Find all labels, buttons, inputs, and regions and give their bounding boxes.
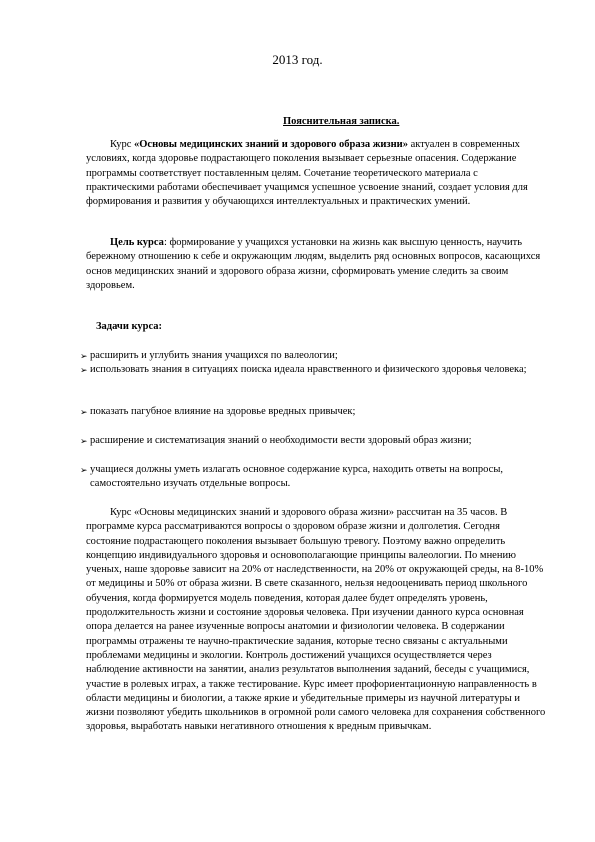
arrow-bullet-icon: ➢ bbox=[80, 365, 88, 375]
arrow-bullet-icon: ➢ bbox=[80, 465, 88, 475]
task-text: расширение и систематизация знаний о необходимости вести здоровый образ жизни; bbox=[90, 435, 472, 446]
task-list-item bbox=[80, 405, 550, 419]
intro-text: актуален в современных условиях, когда здоровье подрастающего поколения вызывает серьезные опасения. Содержание программы соответствует поставленным целям. Сочетание теоретического материала с практическими работами обеспечивает учащимся успешное усвоение знаний, создает условия для формирования и развития у обучающихся интеллектуальных и практических умений. bbox=[86, 139, 528, 208]
task-text: расширить и углубить знания учащихся по валеологии; bbox=[90, 350, 338, 361]
task-text: использовать знания в ситуациях поиска идеала нравственного и физического здоровья человека; bbox=[90, 364, 527, 375]
intro-paragraph bbox=[86, 138, 546, 209]
task-list-item bbox=[80, 363, 550, 377]
goal-paragraph bbox=[86, 236, 546, 293]
year-heading: 2013 год. bbox=[272, 52, 323, 67]
arrow-bullet-icon: ➢ bbox=[80, 436, 88, 446]
arrow-bullet-icon: ➢ bbox=[80, 351, 88, 361]
arrow-bullet-icon: ➢ bbox=[80, 407, 88, 417]
task-text: учащиеся должны уметь излагать основное содержание курса, находить ответы на вопросы, самостоятельно изучать отдельные вопросы. bbox=[90, 464, 504, 490]
body-text: рассчитан на 35 часов. В программе курса рассматриваются вопросы о здоровом образе жизни и долголетия. Сегодня состояние подрастающего поколения вызывает большую тревогу. Поэтому важно определить концепцию индивидуального здоровья и основополагающие принципы валеологии. По мнению ученых, наше здоровье зависит на 20% от наследственности, на 20% от окружающей среды, на 8-10% от медицины и 50% от образа жизни. В свете сказанного, нельзя недооценивать период школьного обучения, когда формируется модель поведения, которая далее будет определять уровень, продолжительность жизни и состояние здоровья человека. При изучении данного курса основная опора делается на ранее изученные вопросы анатомии и физиологии человека. В содержании программы отражены те научно-практические задания, которые тесно связаны с актуальными проблемами медицины и экологии. Контроль достижений учащихся осуществляется через наблюдение активности на занятии, анализ результатов выполнения заданий, беседы с учащимися, участие в ролевых играх, а также тестирование. Курс имеет профориентационную направленность в области медицины и биологии, а также яркие и убедительные примеры из научной литературы и жизни позволяют убедить школьников в огромной роли самого человека для сохранения собственного здоровья, выработать навыки негативного отношения к вредным привычкам. bbox=[86, 507, 546, 733]
task-list-item bbox=[80, 463, 550, 492]
page-title: Пояснительная записка. bbox=[283, 116, 400, 127]
course-name: «Основы медицинских знаний и здорового образа жизни» bbox=[134, 139, 408, 150]
tasks-heading: Задачи курса: bbox=[96, 321, 163, 332]
goal-text: : формирование у учащихся установки на жизнь как высшую ценность, научить бережному отношению к себе и окружающим людям, выделить ряд основных вопросов, касающихся основ медицинских знаний и здорового образа жизни, сформировать умение следить за своим здоровьем. bbox=[86, 237, 541, 291]
task-list-item bbox=[80, 434, 550, 448]
task-list-item bbox=[80, 349, 550, 363]
body-prefix: Курс «Основы медицинских знаний и здорового образа жизни» bbox=[110, 507, 394, 518]
intro-prefix: Курс bbox=[110, 139, 134, 150]
goal-label: Цель курса bbox=[110, 237, 164, 248]
task-text: показать пагубное влияние на здоровье вредных привычек; bbox=[90, 406, 356, 417]
body-paragraph bbox=[86, 506, 546, 735]
